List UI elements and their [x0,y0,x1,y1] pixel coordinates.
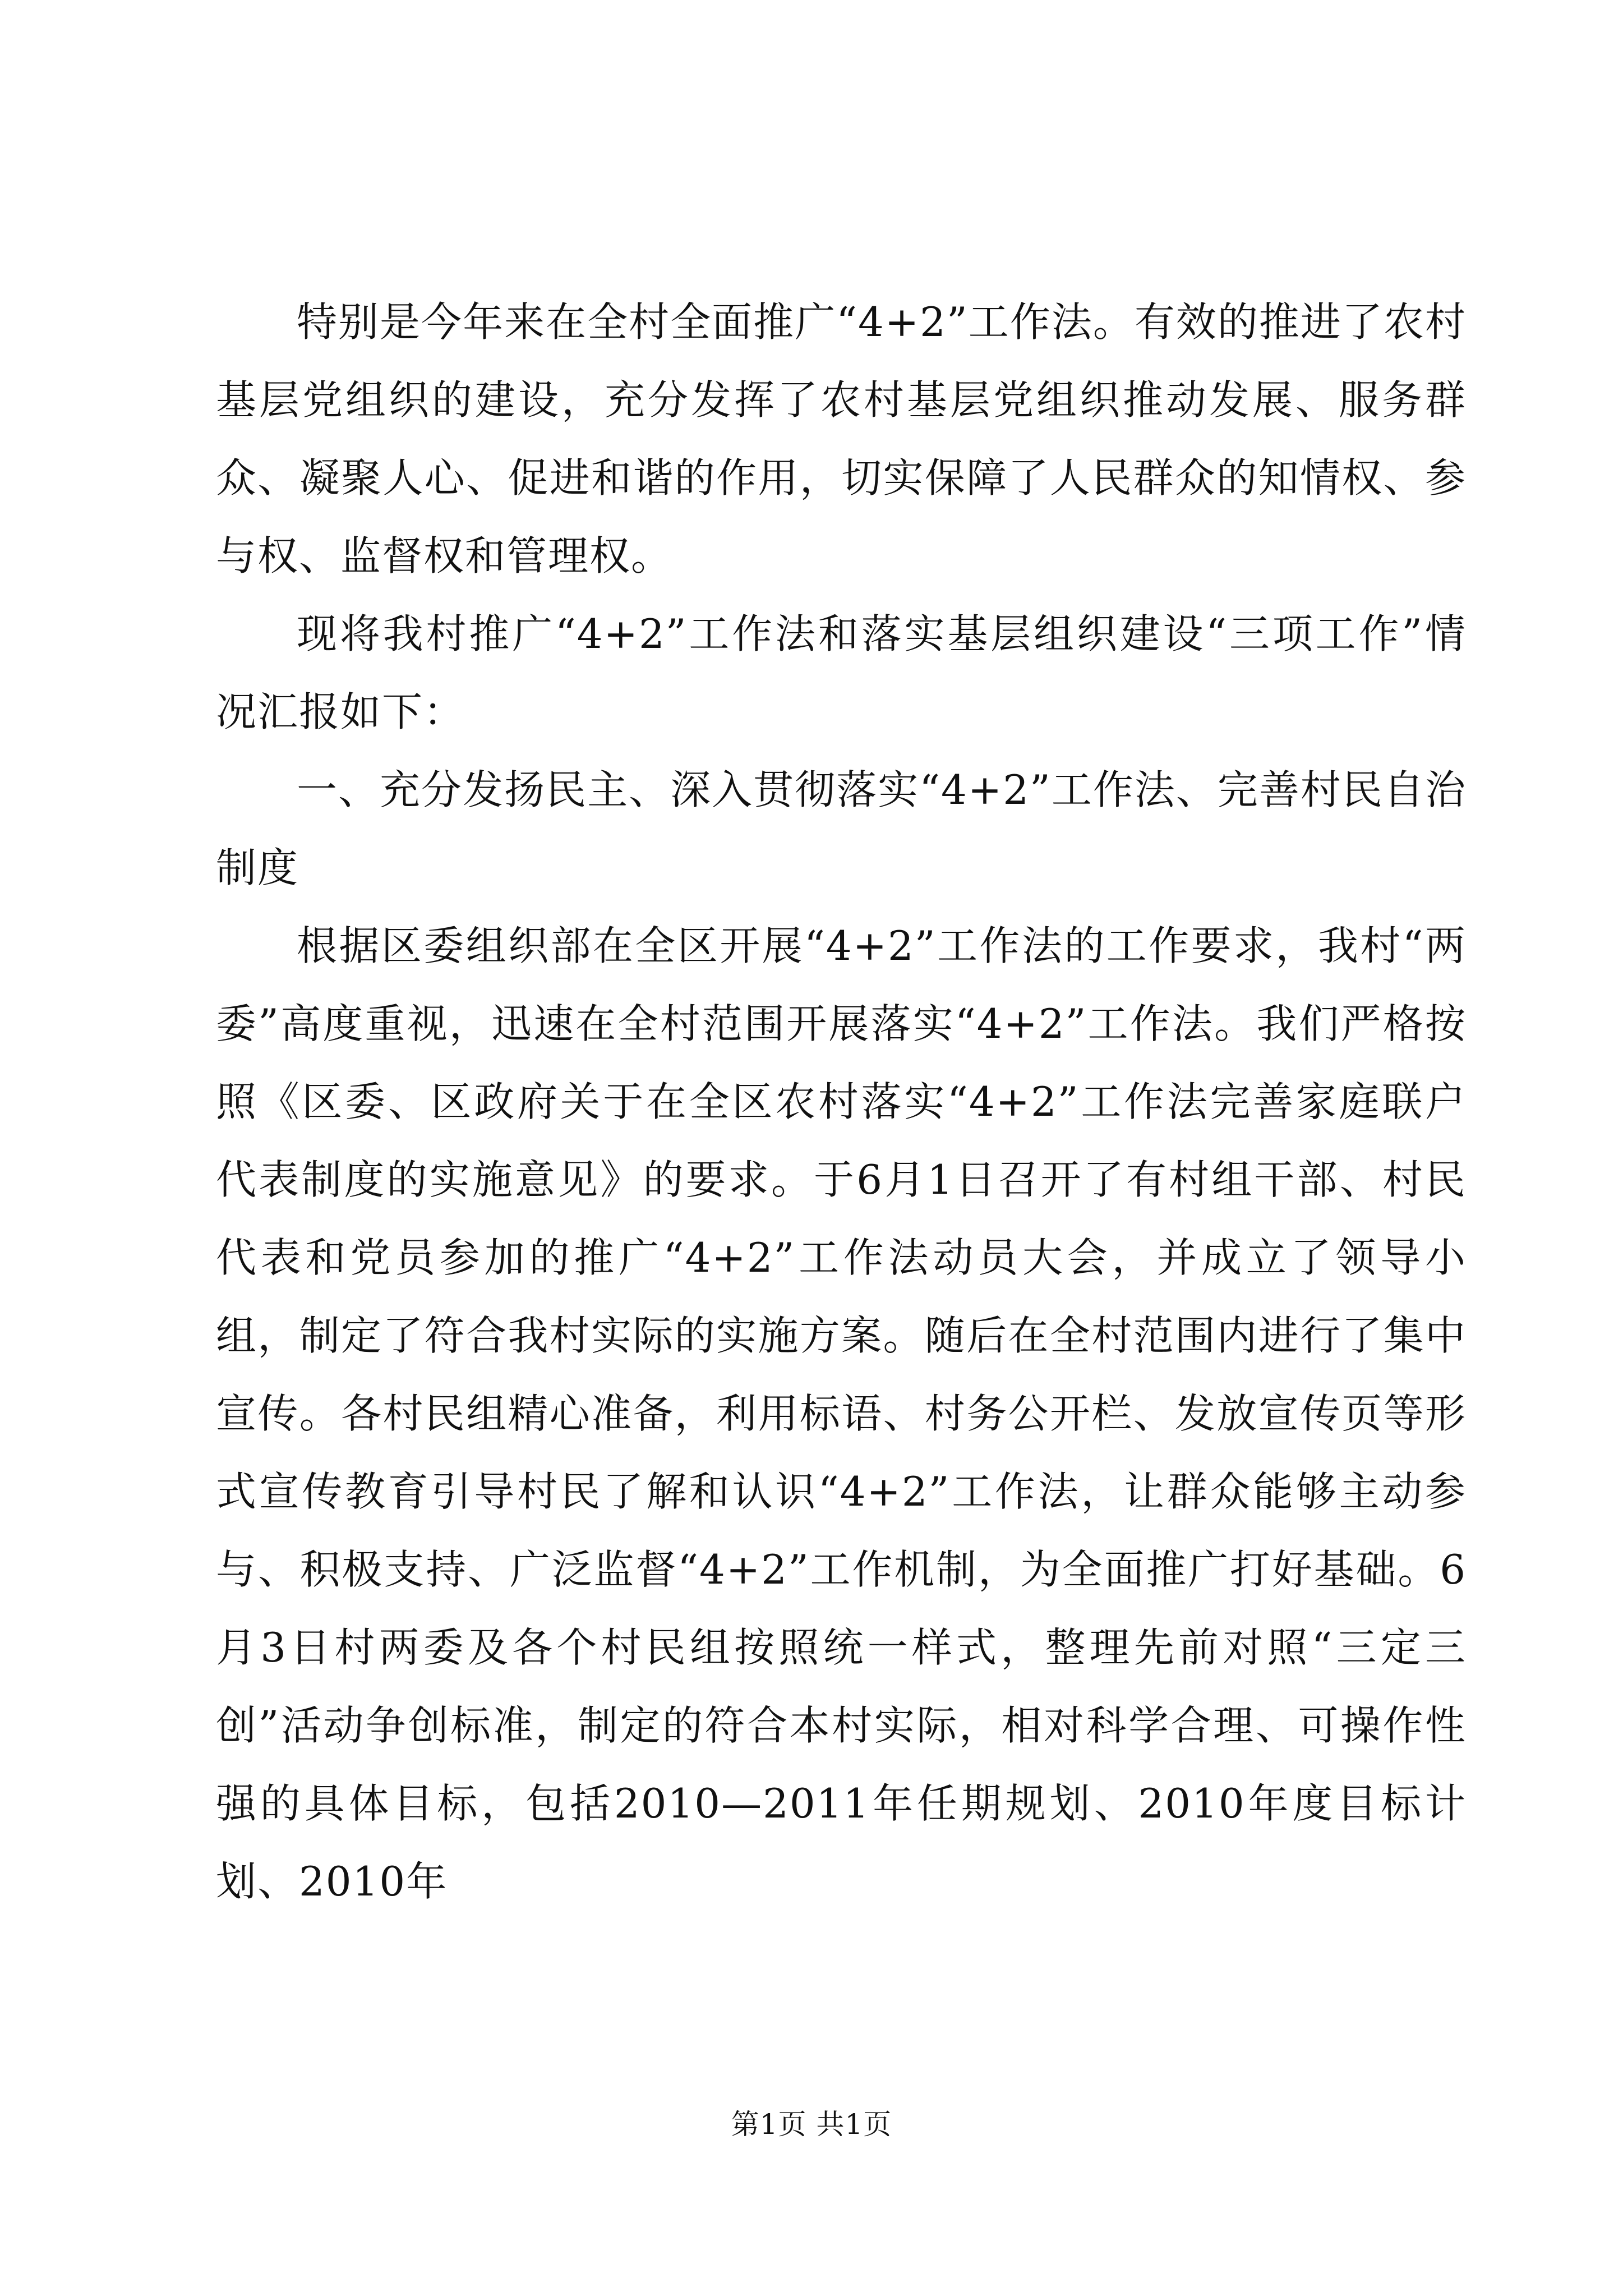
paragraph-2: 现将我村推广“4+2”工作法和落实基层组织建设“三项工作”情况汇报如下： [216,610,1467,735]
document-body [216,283,1467,1921]
paragraph-3: 根据区委组织部在全区开展“4+2”工作法的工作要求，我村“两委”高度重视，迅速在全村范围开展落实“4+2”工作法。我们严格按照《区委、区政府关于在全区农村落实“4+2”工作法完善家庭联户代表制度的实施意见》的要求。于6月1日召开了有村组干部、村民代表和党员参加的推广“4+2”工作法动员大会，并成立了领导小组，制定了符合我村实际的实施方案。随后在全村范围内进行了集中宣传。各村民组精心准备，利用标语、村务公开栏、发放宣传页等形式宣传教育引导村民了解和认识“4+2”工作法，让群众能够主动参与、积极支持、广泛监督“4+2”工作机制，为全面推广打好基础。6月3日村两委及各个村民组按照统一样式，整理先前对照“三定三创”活动争创标准，制定的符合本村实际，相对科学合理、可操作性强的具体目标，包括2010—2011年任期规划、2010年度目标计划、2010年 [216,922,1467,1905]
paragraph-1: 特别是今年来在全村全面推广“4+2”工作法。有效的推进了农村基层党组织的建设，充分发挥了农村基层党组织推动发展、服务群众、凝聚人心、促进和谐的作用，切实保障了人民群众的知情权、参与权、监督权和管理权。 [216,298,1467,579]
section-heading-1: 一、充分发扬民主、深入贯彻落实“4+2”工作法、完善村民自治制度 [216,766,1467,891]
page-footer [0,2108,1623,2141]
page-number-label: 第1页 共1页 [731,2108,892,2141]
